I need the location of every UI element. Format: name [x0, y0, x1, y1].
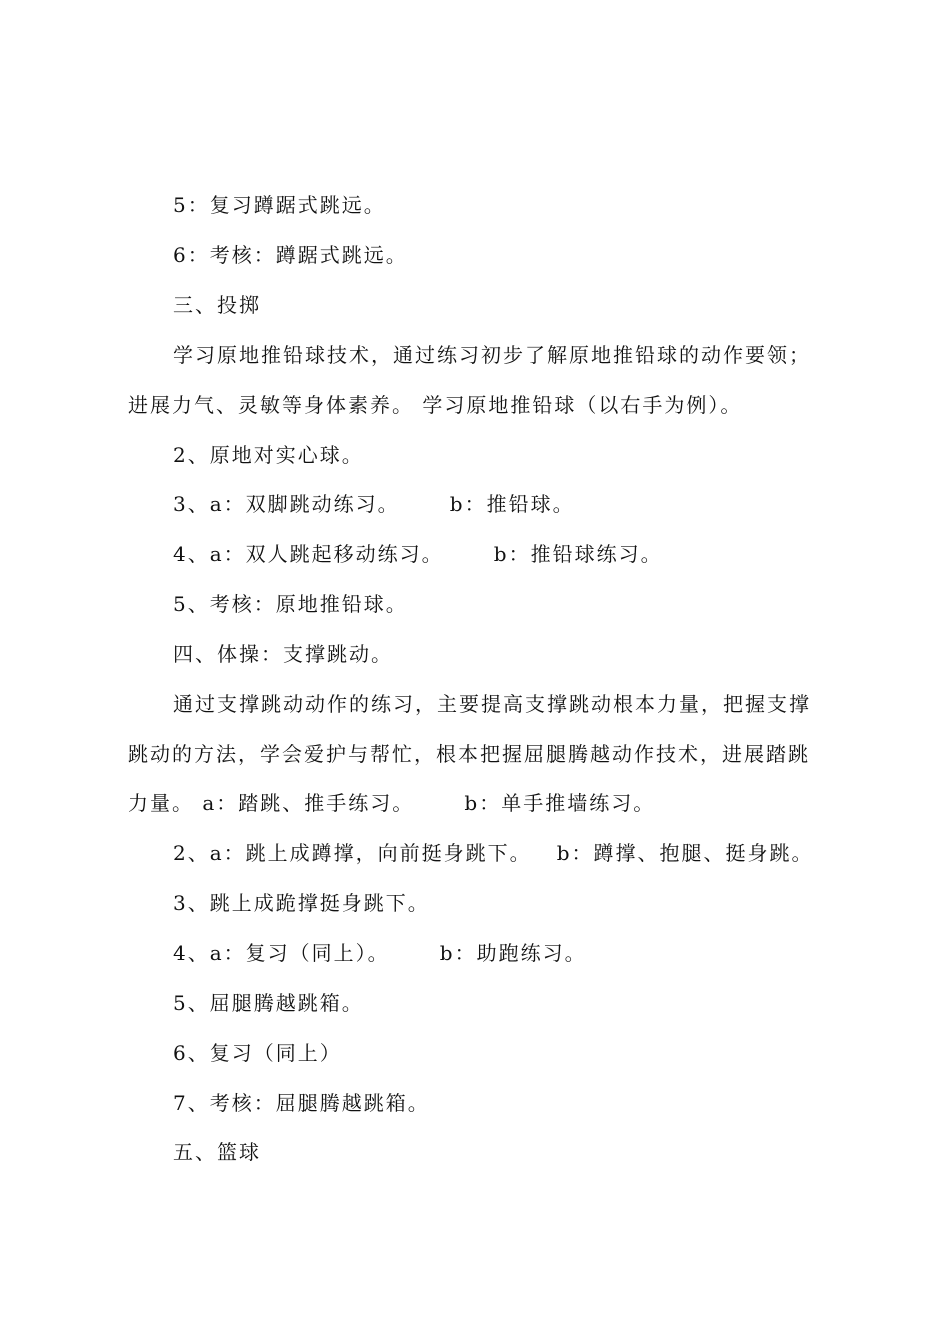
list-item: 3、a：双脚跳动练习。 b：推铅球。	[173, 492, 575, 516]
list-item: 3、跳上成跪撑挺身跳下。	[173, 891, 430, 915]
list-item: 5：复习蹲踞式跳远。	[173, 193, 386, 217]
section-heading: 四、体操：支撑跳动。	[173, 642, 393, 666]
list-item: 6、复习（同上）	[173, 1041, 342, 1065]
list-item: 2、a：跳上成蹲撑，向前挺身跳下。 b：蹲撑、抱腿、挺身跳。	[173, 841, 814, 865]
paragraph-line: 学习原地推铅球技术，通过练习初步了解原地推铅球的动作要领；	[173, 343, 811, 367]
paragraph-line: 跳动的方法，学会爱护与帮忙，根本把握屈腿腾越动作技术，进展踏跳	[128, 742, 810, 766]
list-item: 7、考核：屈腿腾越跳箱。	[173, 1091, 430, 1115]
list-item: 5、考核：原地推铅球。	[173, 592, 408, 616]
section-heading: 三、投掷	[173, 293, 261, 317]
list-item: 5、屈腿腾越跳箱。	[173, 991, 364, 1015]
list-item: 6：考核：蹲踞式跳远。	[173, 243, 408, 267]
paragraph-line: 进展力气、灵敏等身体素养。 学习原地推铅球（以右手为例）。	[128, 393, 743, 417]
list-item: 2、原地对实心球。	[173, 443, 364, 467]
paragraph-line: 力量。 a：踏跳、推手练习。 b：单手推墙练习。	[128, 791, 656, 815]
paragraph-line: 通过支撑跳动动作的练习，主要提高支撑跳动根本力量，把握支撑	[173, 692, 811, 716]
list-item: 4、a：双人跳起移动练习。 b：推铅球练习。	[173, 542, 663, 566]
list-item: 4、a：复习（同上）。 b：助跑练习。	[173, 941, 587, 965]
section-heading: 五、篮球	[173, 1140, 261, 1164]
